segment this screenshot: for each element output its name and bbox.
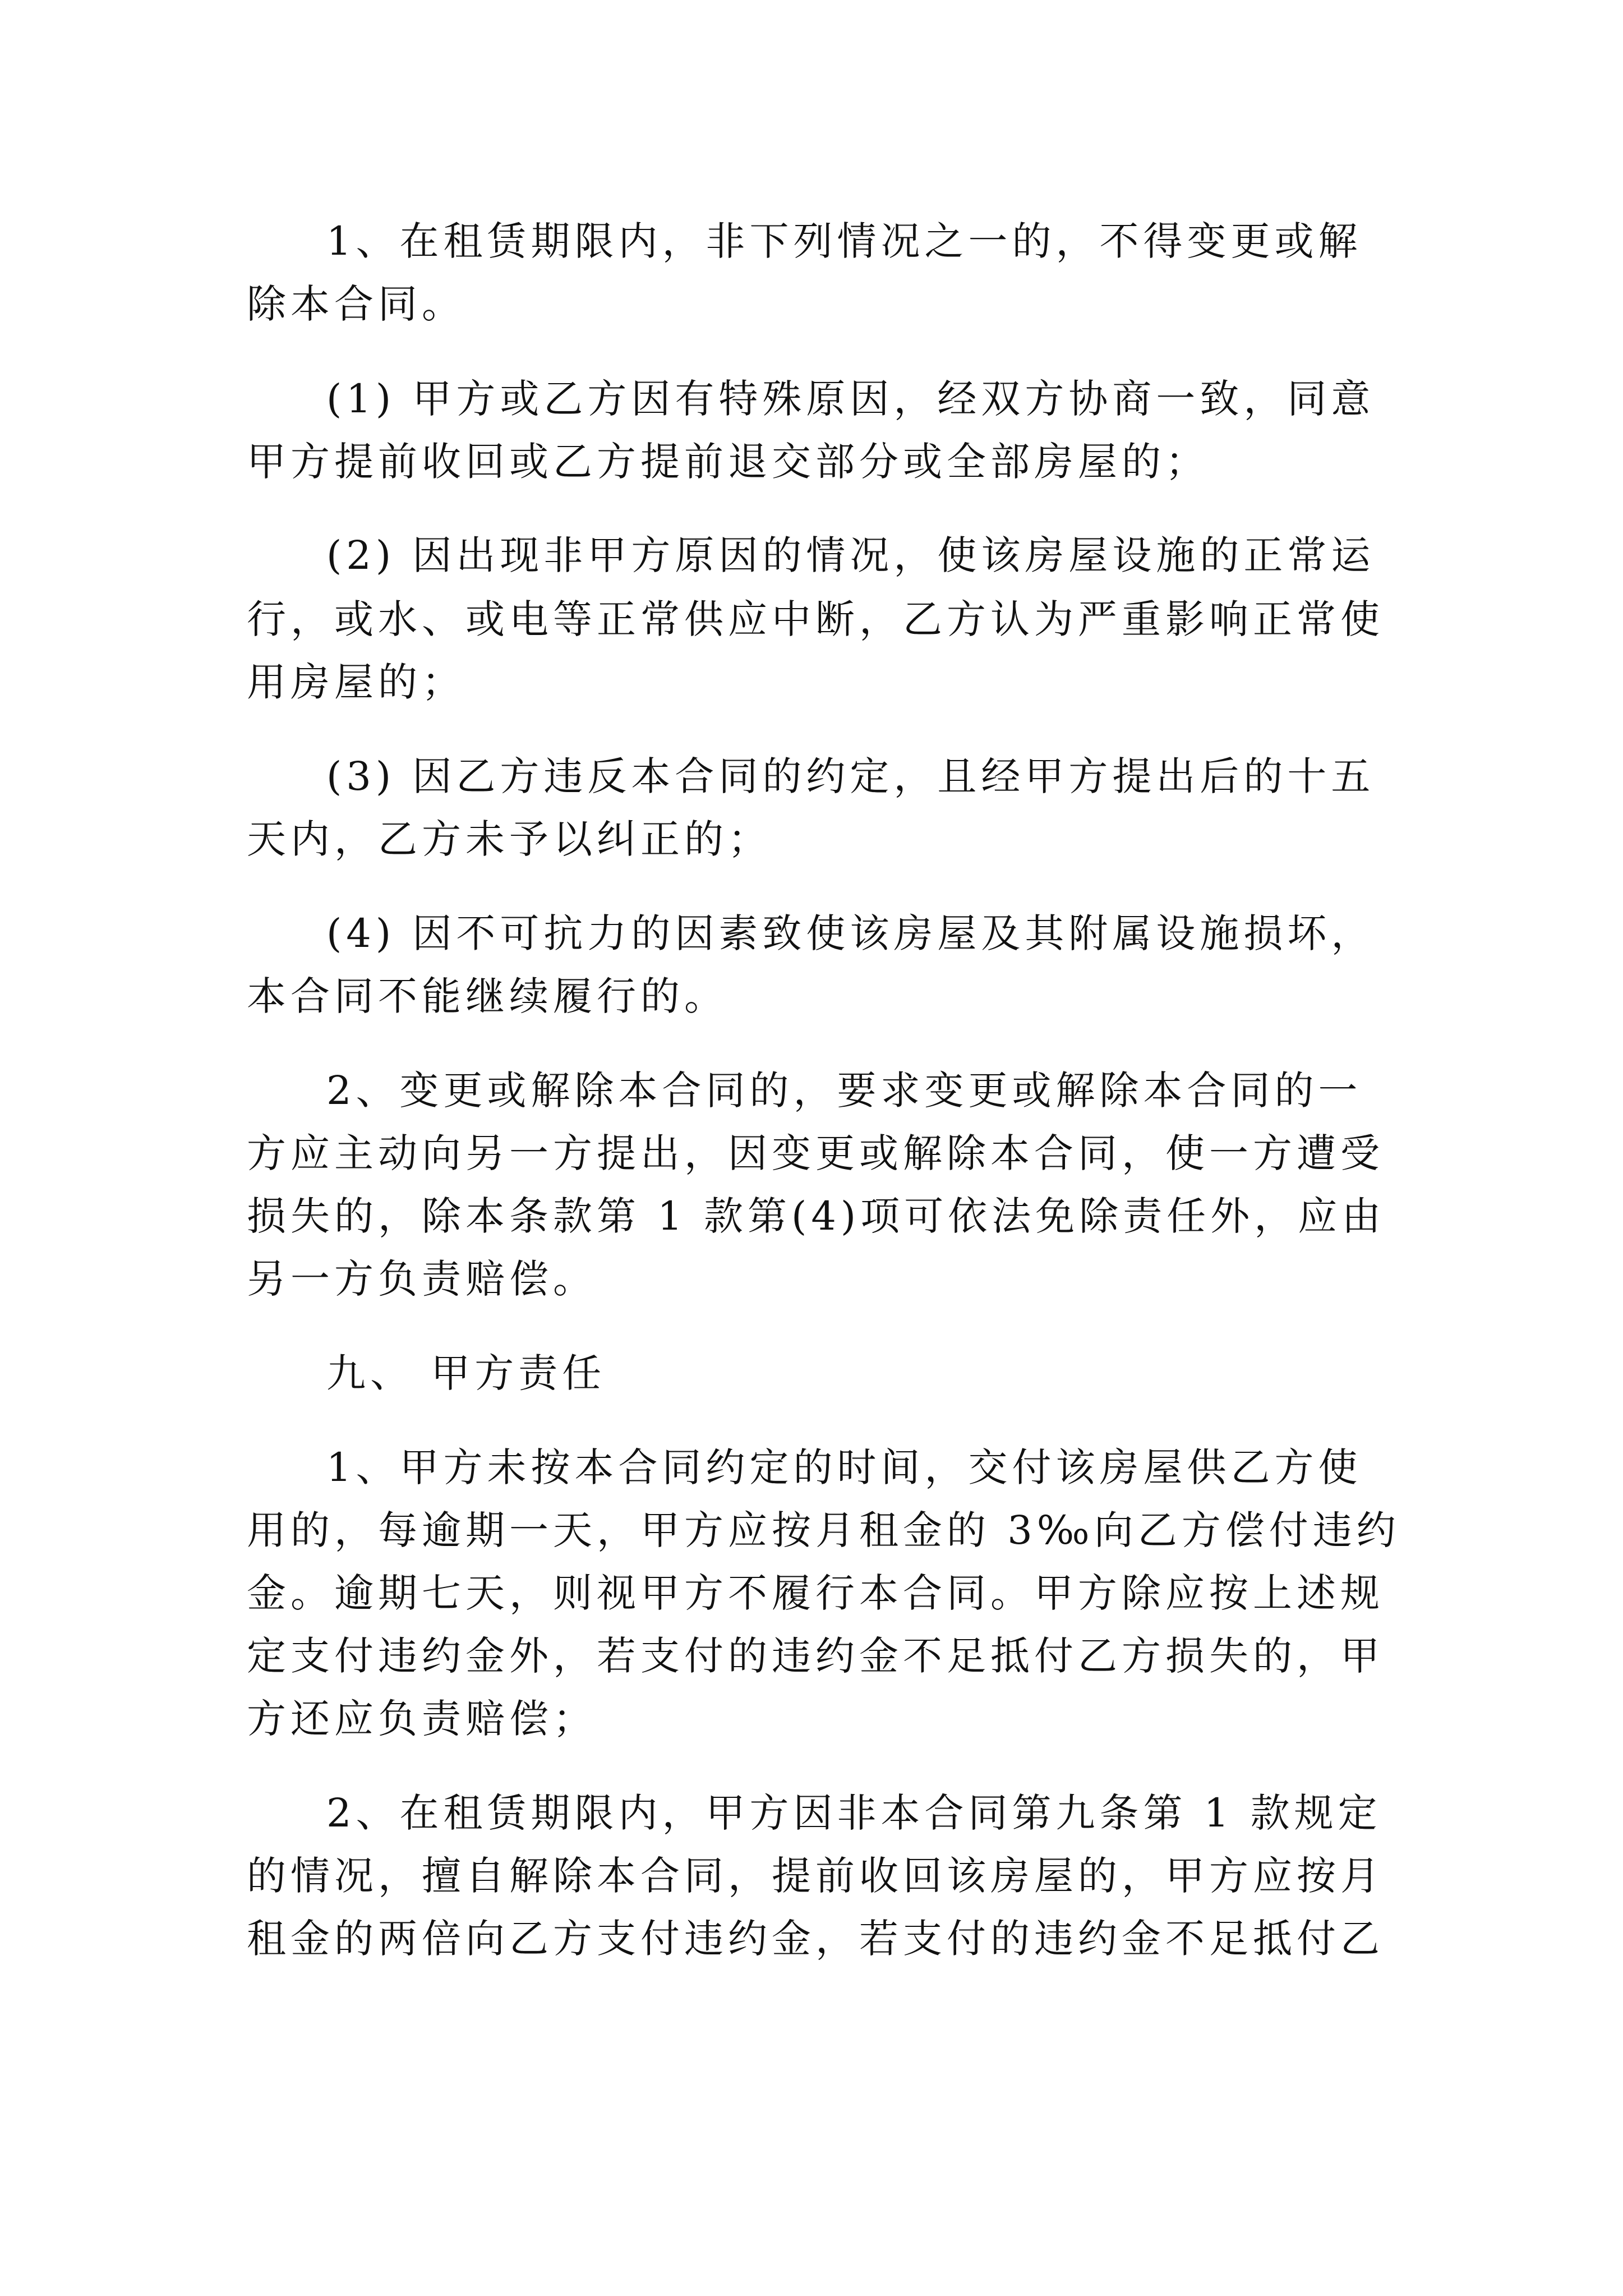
paragraph-line: 1、甲方未按本合同约定的时间，交付该房屋供乙方使 [326, 1444, 1362, 1490]
paragraph-line: 另一方负责赔偿。 [247, 1256, 597, 1302]
paragraph-line: (3) 因乙方违反本合同的约定，且经甲方提出后的十五 [326, 753, 1375, 799]
paragraph-line: 1、在租赁期限内，非下列情况之一的，不得变更或解 [326, 218, 1362, 264]
paragraph-line: 行，或水、或电等正常供应中断，乙方认为严重影响正常使 [247, 596, 1384, 642]
paragraph-line: 方还应负责赔偿； [247, 1696, 597, 1742]
paragraph-line: (1) 甲方或乙方因有特殊原因，经双方协商一致，同意 [326, 376, 1375, 422]
paragraph-line: 用的，每逾期一天，甲方应按月租金的 3‰向乙方偿付违约 [247, 1507, 1400, 1553]
paragraph-line: (4) 因不可抗力的因素致使该房屋及其附属设施损坏， [326, 910, 1375, 956]
paragraph-line: 天内，乙方未予以纠正的； [247, 816, 772, 862]
paragraph-line: 方应主动向另一方提出，因变更或解除本合同，使一方遭受 [247, 1130, 1384, 1176]
paragraph-line: 除本合同。 [247, 281, 465, 327]
section-heading: 九、 甲方责任 [326, 1350, 606, 1396]
paragraph-line: 2、在租赁期限内，甲方因非本合同第九条第 1 款规定 [326, 1790, 1382, 1836]
paragraph-line: 定支付违约金外，若支付的违约金不足抵付乙方损失的，甲 [247, 1633, 1384, 1679]
paragraph-line: 损失的，除本条款第 1 款第(4)项可依法免除责任外，应由 [247, 1193, 1386, 1239]
paragraph-line: 用房屋的； [247, 659, 465, 705]
paragraph-line: 租金的两倍向乙方支付违约金，若支付的违约金不足抵付乙 [247, 1916, 1384, 1962]
paragraph-line: (2) 因出现非甲方原因的情况，使该房屋设施的正常运 [326, 532, 1375, 578]
paragraph-line: 金。逾期七天，则视甲方不履行本合同。甲方除应按上述规 [247, 1570, 1384, 1616]
paragraph-line: 甲方提前收回或乙方提前退交部分或全部房屋的； [247, 439, 1209, 485]
paragraph-line: 本合同不能继续履行的。 [247, 973, 728, 1019]
paragraph-line: 的情况，擅自解除本合同，提前收回该房屋的，甲方应按月 [247, 1853, 1384, 1899]
paragraph-line: 2、变更或解除本合同的，要求变更或解除本合同的一 [326, 1068, 1362, 1114]
